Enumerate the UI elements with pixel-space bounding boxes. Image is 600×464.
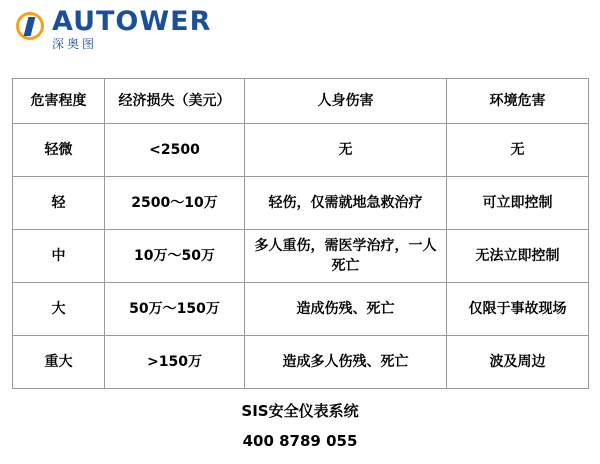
cell-personal-injury: 轻伤，仅需就地急救治疗 <box>245 177 447 230</box>
table-row <box>13 177 589 230</box>
cell-severity: 轻微 <box>13 124 105 177</box>
footer <box>0 396 600 456</box>
table-row <box>13 230 589 283</box>
footer-phone-number: 400 8789 055 <box>242 432 358 450</box>
cell-environmental-harm: 波及周边 <box>447 336 589 389</box>
cell-economic-loss: 50万～150万 <box>105 283 245 336</box>
brand-logo <box>14 8 211 51</box>
cell-economic-loss: <2500 <box>105 124 245 177</box>
cell-severity: 轻 <box>13 177 105 230</box>
autower-ring-icon <box>14 10 48 44</box>
cell-severity: 重大 <box>13 336 105 389</box>
cell-economic-loss: 2500～10万 <box>105 177 245 230</box>
column-header-severity: 危害程度 <box>13 79 105 124</box>
footer-product-name: SIS安全仪表系统 <box>241 402 359 420</box>
cell-personal-injury: 无 <box>245 124 447 177</box>
logo-text <box>52 8 211 51</box>
table-header-row <box>13 79 589 124</box>
cell-economic-loss: 10万～50万 <box>105 230 245 283</box>
logo-name: AUTOWER <box>52 6 212 37</box>
cell-personal-injury: 造成伤残、死亡 <box>245 283 447 336</box>
cell-environmental-harm: 无法立即控制 <box>447 230 589 283</box>
cell-environmental-harm: 仅限于事故现场 <box>447 283 589 336</box>
cell-severity: 中 <box>13 230 105 283</box>
table-row <box>13 336 589 389</box>
cell-environmental-harm: 可立即控制 <box>447 177 589 230</box>
cell-personal-injury: 造成多人伤残、死亡 <box>245 336 447 389</box>
cell-economic-loss: >150万 <box>105 336 245 389</box>
column-header-economic-loss: 经济损失（美元） <box>105 79 245 124</box>
cell-personal-injury: 多人重伤，需医学治疗，一人死亡 <box>245 230 447 283</box>
logo-subtitle: 深奥图 <box>52 37 98 51</box>
column-header-environmental-harm: 环境危害 <box>447 79 589 124</box>
table-row <box>13 124 589 177</box>
table-row <box>13 283 589 336</box>
cell-severity: 大 <box>13 283 105 336</box>
cell-environmental-harm: 无 <box>447 124 589 177</box>
risk-matrix-table <box>12 78 588 389</box>
column-header-personal-injury: 人身伤害 <box>245 79 447 124</box>
